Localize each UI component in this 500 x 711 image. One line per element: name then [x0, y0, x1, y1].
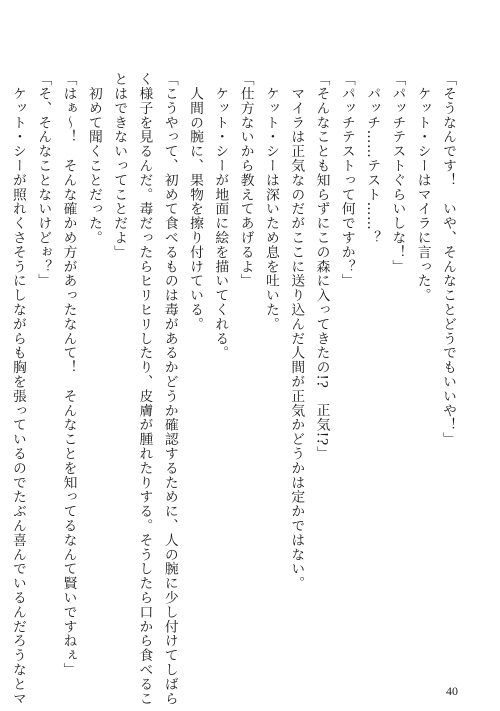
- text-line: 人間の腕に、果物を擦り付けている。: [187, 72, 204, 332]
- text-line: 「そうなんです！ いや、そんなことどうでもいいや！」: [440, 72, 456, 447]
- text-line: 「仕方ないから教えてあげるよ」: [237, 72, 254, 288]
- text-line: ケット・シーはマイラに言った。: [414, 72, 431, 303]
- text-line: 「こうやって、初めて食べるものは毒があるかどうか確認するために、人の腕に少し付けてしばら: [161, 72, 178, 706]
- text-line: 「はぁ～！ そんな確かめ方があったなんて！ そんなことを知ってるなんて賢いですねぇ」: [60, 72, 77, 677]
- text-line: とはできないってことだよ」: [111, 72, 128, 260]
- text-line: 「パッチテストって何ですか？」: [338, 72, 355, 288]
- text-line: 「パッチテストぐらいしな！」: [389, 72, 406, 274]
- text-line: 「そ、そんなことないけどぉ？」: [35, 72, 52, 288]
- text-line: ケット・シーが地面に絵を描いてくれる。: [212, 72, 229, 360]
- text-line: マイラは正気なのだがここに送り込んだ人間が正気かどうかは定かではない。: [288, 72, 305, 591]
- text-line: ケット・シーが照れくさそうにしながらも胸を張っているのでたぶん喜んでいるんだろうなとマ: [9, 72, 26, 706]
- text-line: 「そんなことも知らずにこの森に入ってきたの!? 正気!?」: [313, 72, 330, 461]
- page-number: 40: [446, 684, 458, 698]
- text-line: パッチ……テスト……？: [364, 72, 381, 245]
- text-line: 初めて聞くことだった。: [85, 72, 102, 245]
- text-line: ケット・シーは深いため息を吐いた。: [262, 72, 279, 332]
- text-line: く様子を見るんだ。毒だったらヒリヒリしたり、皮膚が腫れたりする。そうしたら口から食べるこ: [136, 72, 153, 706]
